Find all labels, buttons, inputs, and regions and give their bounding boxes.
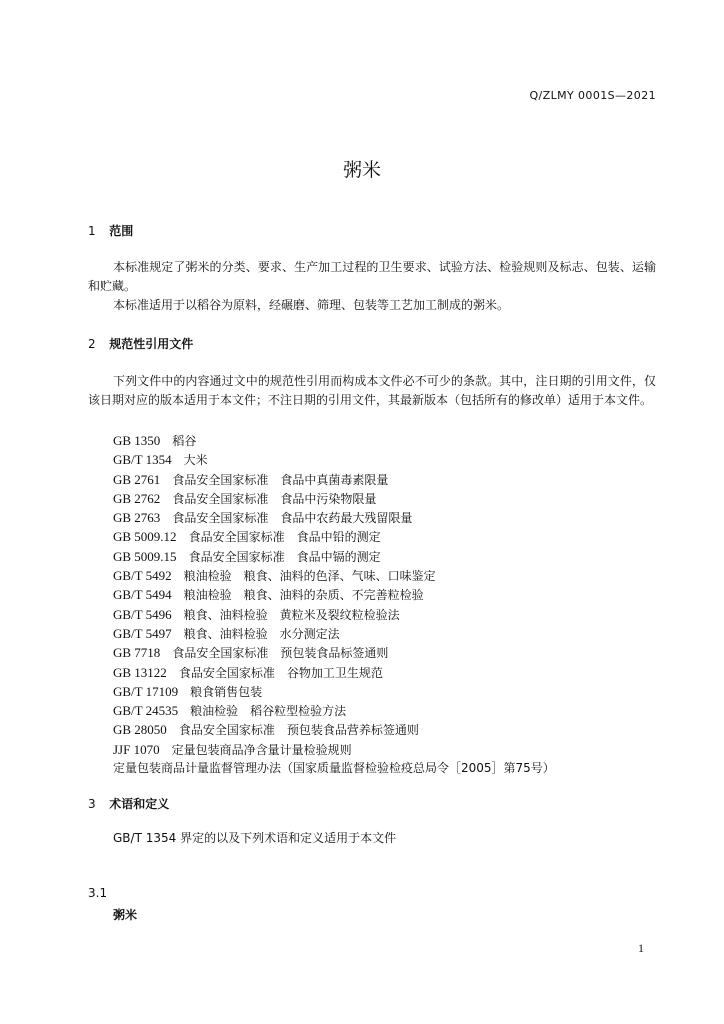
reference-item: [113, 585, 555, 604]
paragraph: GB/T 1354 界定的以及下列术语和定义适用于本文件: [113, 831, 397, 845]
reference-title: 食品安全国家标准 预包装食品标签通则: [172, 646, 389, 661]
paragraph: 本标准规定了粥米的分类、要求、生产加工过程的卫生要求、试验方法、检验规则及标志、包装、运输和贮藏。: [88, 260, 656, 293]
reference-title: 粮食、油料检验 黄粒米及裂纹粒检验法: [183, 607, 400, 622]
reference-title: 稻谷: [172, 434, 197, 448]
reference-code: GB/T 17109: [113, 683, 179, 699]
paragraph: 本标准适用于以稻谷为原料，经碾磨、筛理、包装等工艺加工制成的粥米。: [113, 298, 510, 312]
reference-item: [113, 450, 555, 469]
reference-item: [113, 663, 555, 682]
reference-title: 食品安全国家标准 食品中真菌毒素限量: [172, 472, 389, 487]
reference-code: GB/T 5494: [113, 587, 172, 603]
section-3-intro: [88, 829, 656, 848]
reference-item: [113, 470, 555, 489]
reference-item: [113, 720, 555, 739]
reference-item: [113, 431, 555, 450]
reference-title: 定量包装商品计量监督管理办法（国家质量监督检验检疫总局令［2005］第75号）: [113, 761, 555, 776]
section-number: 2: [88, 337, 96, 351]
section-2-heading: [88, 335, 193, 352]
reference-item: [113, 605, 555, 624]
reference-item: [113, 527, 555, 546]
reference-code: GB 2761: [113, 471, 161, 487]
reference-title: 粮油检验 稻谷粒型检验方法: [190, 704, 347, 719]
reference-title: 粮油检验 粮食、油料的色泽、气味、口味鉴定: [183, 569, 436, 584]
reference-code: GB 1350: [113, 433, 161, 448]
reference-title: 食品安全国家标准 食品中铅的测定: [188, 530, 381, 545]
section-1-body: [88, 258, 656, 315]
reference-code: GB 7718: [113, 645, 161, 661]
reference-code: JJF 1070: [113, 741, 160, 757]
reference-item: [113, 701, 555, 720]
reference-item: [113, 624, 555, 643]
reference-item: [113, 547, 555, 566]
reference-title: 粮食销售包装: [190, 684, 263, 699]
section-title: 术语和定义: [109, 797, 170, 811]
reference-code: GB 28050: [113, 722, 167, 738]
reference-item: [113, 740, 555, 759]
reference-title: 粮食、油料检验 水分测定法: [183, 626, 340, 641]
reference-title: 定量包装商品净含量计量检验规则: [171, 742, 352, 757]
reference-title: 食品安全国家标准 食品中镉的测定: [188, 549, 381, 564]
reference-code: GB/T 5492: [113, 568, 172, 584]
standard-code: Q/ZLMY 0001S—2021: [529, 89, 656, 102]
reference-code: GB 2763: [113, 510, 161, 526]
reference-item: [113, 508, 555, 527]
section-number: 1: [88, 224, 96, 238]
reference-code: GB 13122: [113, 664, 167, 680]
reference-code: GB/T 24535: [113, 703, 179, 719]
reference-title: 食品安全国家标准 食品中污染物限量: [172, 491, 377, 506]
reference-code: GB 5009.12: [113, 529, 177, 545]
section-number: 3: [88, 797, 96, 811]
section-2-intro: [88, 372, 656, 410]
term-name: 粥米: [113, 908, 138, 922]
reference-code: GB 5009.15: [113, 548, 177, 564]
paragraph: 下列文件中的内容通过文中的规范性引用而构成本文件必不可少的条款。其中，注日期的引用文件，仅该日期对应的版本适用于本文件；不注日期的引用文件，其最新版本（包括所有的修改单）适用于本文件。: [88, 374, 656, 407]
reference-item: [113, 682, 555, 701]
page-number: 1: [638, 941, 644, 955]
reference-code: GB 2762: [113, 490, 161, 506]
reference-item: [113, 566, 555, 585]
reference-title: 大米: [183, 453, 208, 468]
reference-item: [113, 489, 555, 508]
reference-title: 食品安全国家标准 食品中农药最大残留限量: [172, 511, 413, 526]
section-title: 范围: [109, 224, 134, 238]
reference-title: 食品安全国家标准 谷物加工卫生规范: [178, 665, 383, 680]
section-1-heading: [88, 222, 133, 239]
reference-code: GB/T 5496: [113, 606, 172, 622]
reference-item: [113, 759, 555, 778]
normative-references-list: [113, 431, 555, 778]
section-3-heading: [88, 795, 169, 812]
reference-code: GB/T 5497: [113, 625, 172, 641]
term-number: 3.1: [88, 886, 108, 900]
section-title: 规范性引用文件: [109, 337, 194, 351]
reference-title: 食品安全国家标准 预包装食品营养标签通则: [178, 723, 419, 738]
reference-item: [113, 643, 555, 662]
reference-code: GB/T 1354: [113, 452, 172, 468]
document-title: 粥米: [342, 159, 381, 181]
reference-title: 粮油检验 粮食、油料的杂质、不完善粒检验: [183, 588, 424, 603]
